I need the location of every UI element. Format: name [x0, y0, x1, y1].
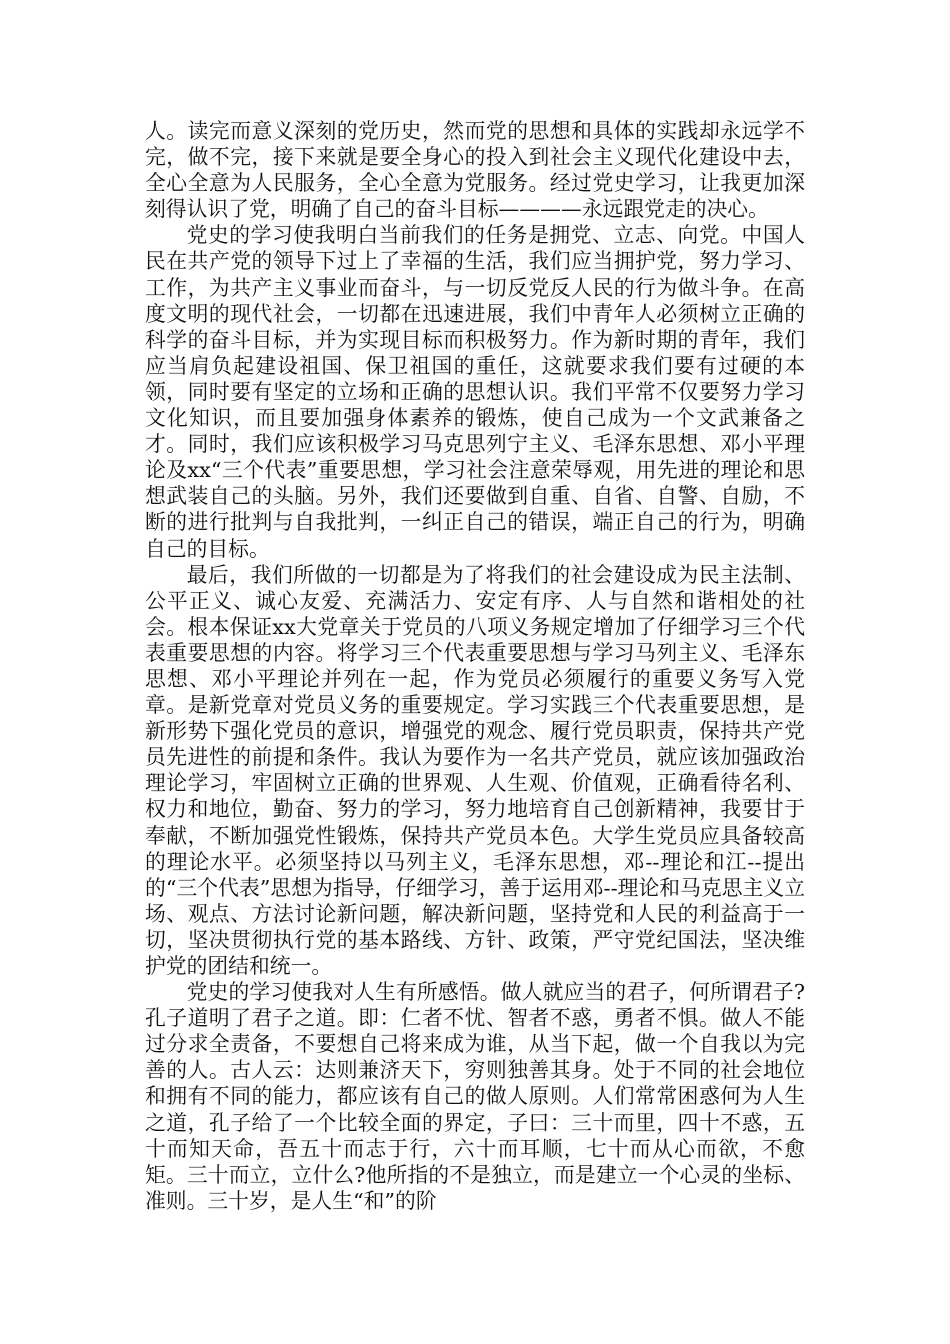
paragraph-party-history-tasks: 党史的学习使我明白当前我们的任务是拥党、立志、向党。中国人民在共产党的领导下过上了幸福的生活，我们应当拥护党，努力学习、工作，为共产主义事业而奋斗，与一切反党反人民的行为做斗争。在高度文明的现代社会，一切都在迅速进展，我们中青年人必须树立正确的科学的奋斗目标，并为实现目标而积极努力。作为新时期的青年，我们应当肩负起建设祖国、保卫祖国的重任，这就要求我们要有过硬的本领，同时要有坚定的立场和正确的思想认识。我们平常不仅要努力学习文化知识，而且要加强身体素养的锻炼，使自己成为一个文武兼备之才。同时，我们应该积极学习马克思列宁主义、毛泽东思想、邓小平理论及xx“三个代表”重要思想，学习社会注意荣辱观，用先进的理论和思想武装自己的头脑。另外，我们还要做到自重、自省、自警、自励，不断的进行批判与自我批判，一纠正自己的错误，端正自己的行为，明确自己的目标。 — [145, 223, 806, 561]
paragraph-life-insight: 党史的学习使我对人生有所感悟。做人就应当的君子，何所谓君子?孔子道明了君子之道。即：仁者不忧、智者不惑，勇者不惧。做人不能过分求全责备，不要想自己将来成为谁，从当下起，做一个自我以为完善的人。古人云：达则兼济天下，穷则独善其身。处于不同的社会地位和拥有不同的能力，都应该有自己的做人原则。人们常常困惑何为人生之道，孔子给了一个比较全面的界定，子曰：三十而里，四十不惑，五十而知天命，吾五十而志于行，六十而耳顺，七十而从心而欲，不愈矩。三十而立，立什么?他所指的不是独立，而是建立一个心灵的坐标、准则。三十岁，是人生“和”的阶 — [145, 980, 805, 1213]
paragraph-continuation: 人。读完而意义深刻的党历史，然而党的思想和具体的实践却永远学不完，做不完，接下来就是要全身心的投入到社会主义现代化建设中去，全心全意为人民服务，全心全意为党服务。经过党史学习，让我更加深刻得认识了党，明确了自己的奋斗目标————永远跟党走的决心。 — [145, 119, 805, 222]
document-body — [145, 118, 805, 1214]
paragraph-social-construction: 最后，我们所做的一切都是为了将我们的社会建设成为民主法制、公平正义、诚心友爱、充满活力、安定有序、人与自然和谐相处的社会。根本保证xx大党章关于党员的八项义务规定增加了仔细学习三个代表重要思想的内容。将学习三个代表重要思想与学习马列主义、毛泽东思想、邓小平理论并列在一起，作为党员必须履行的重要义务写入党章。是新党章对党员义务的重要规定。学习实践三个代表重要思想，是新形势下强化党员的意识，增强党的观念、履行党员职责，保持共产党员先进性的前提和条件。我认为要作为一名共产党员，就应该加强政治理论学习，牢固树立正确的世界观、人生观、价值观，正确看待名利、权力和地位，勤奋、努力的学习，努力地培育自己创新精神，我要甘于奉献，不断加强党性锻炼，保持共产党员本色。大学生党员应具备较高的理论水平。必须坚持以马列主义，毛泽东思想，邓--理论和江--提出的“三个代表”思想为指导，仔细学习，善于运用邓--理论和马克思主义立场、观点、方法讨论新问题，解决新问题，坚持党和人民的利益高于一切，坚决贯彻执行党的基本路线、方针、政策，严守党纪国法，坚决维护党的团结和统一。 — [145, 562, 805, 978]
